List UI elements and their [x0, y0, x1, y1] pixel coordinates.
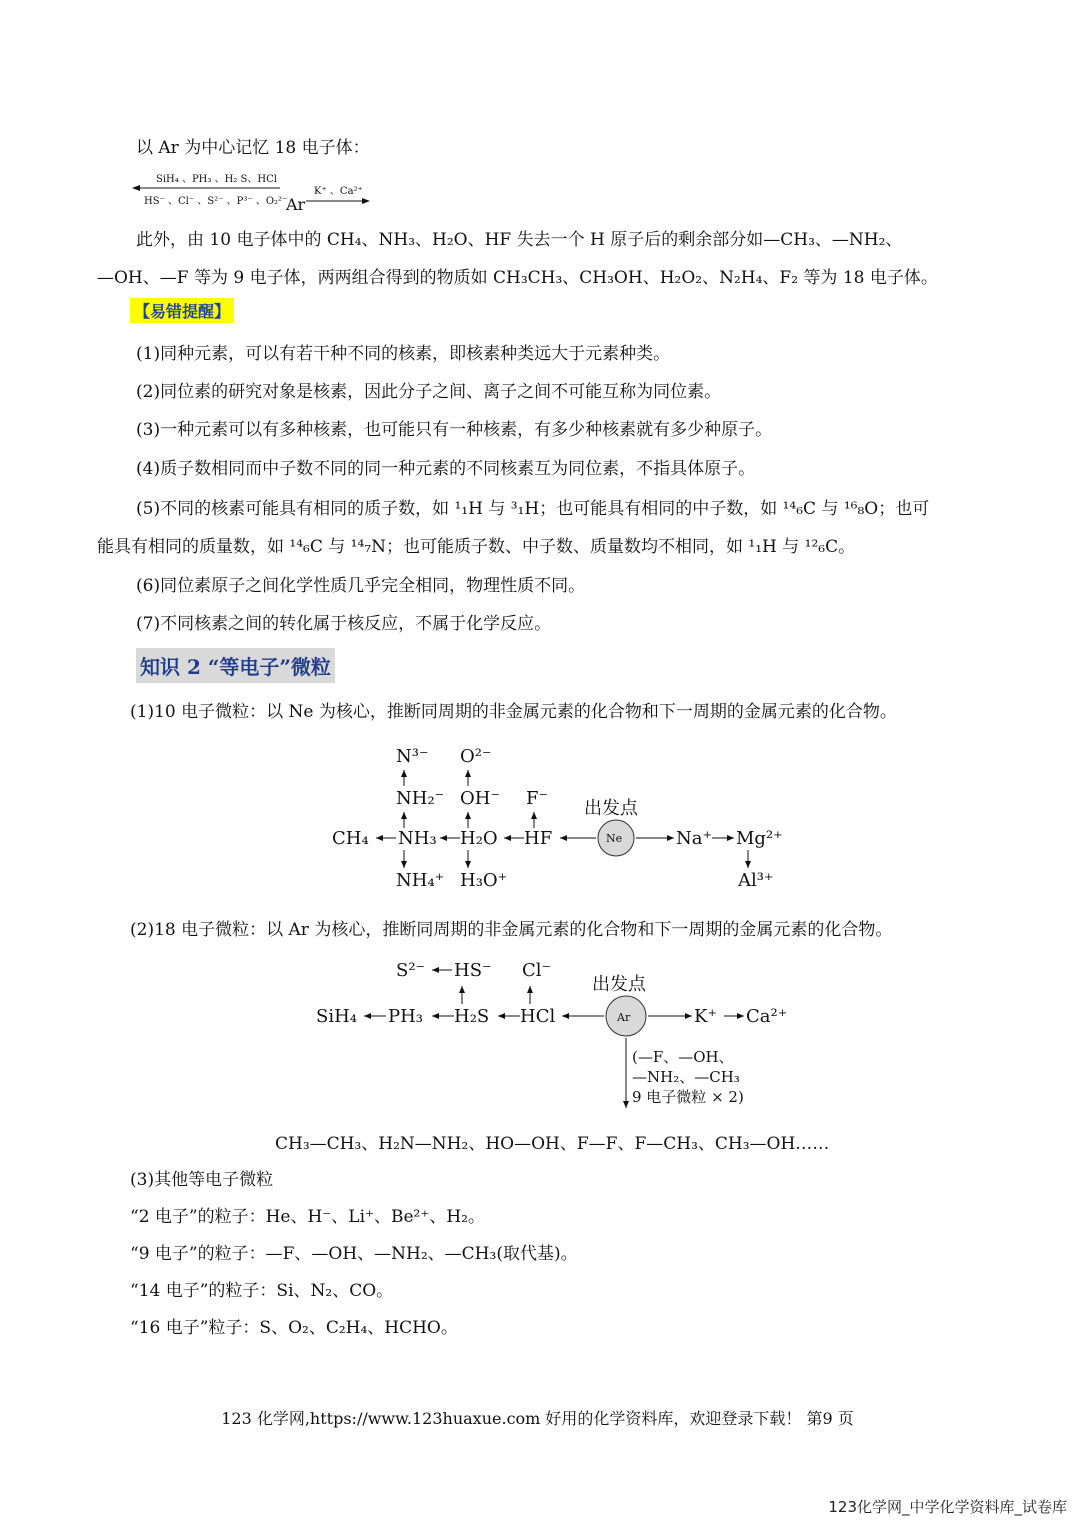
paragraph-9-electron-line2: —OH、—F 等为 9 电子体，两两组合得到的物质如 CH₃CH₃、CH₃OH、H₂O₂、N₂H₄、F₂ 等为 18 电子体。	[97, 268, 938, 288]
hcl: HCl	[520, 1006, 556, 1027]
tip-item-1: (1)同种元素，可以有若干种不同的核素，即核素种类远大于元素种类。	[136, 344, 671, 364]
start-label-18: 出发点	[592, 974, 646, 995]
item-other: (3)其他等电子微粒	[130, 1170, 274, 1190]
tip-item-4: (4)质子数相同而中子数不同的同一种元素的不同核素互为同位素，不指具体原子。	[136, 459, 756, 479]
nh4-plus: NH₄⁺	[396, 870, 445, 891]
mg2-plus: Mg²⁺	[736, 828, 783, 849]
s2-minus: S²⁻	[396, 960, 426, 981]
item-18-electron: (2)18 电子微粒：以 Ar 为核心，推断同周期的非金属元素的化合物和下一周期的金属元素的化合物。	[130, 920, 893, 940]
h2s: H₂S	[454, 1006, 490, 1027]
tip-item-3: (3)一种元素可以有多种核素，也可能只有一种核素，有多少种核素就有多少种原子。	[136, 420, 773, 440]
item-10-electron: (1)10 电子微粒：以 Ne 为核心，推断同周期的非金属元素的化合物和下一周期的金属元素的化合物。	[130, 702, 897, 722]
note-line1: (—F、—OH、	[632, 1048, 734, 1066]
e14-particles: “14 电子”的粒子：Si、N₂、CO。	[130, 1281, 394, 1301]
intro-18-electron: 以 Ar 为中心记忆 18 电子体：	[136, 138, 370, 158]
cl-minus: Cl⁻	[522, 960, 552, 981]
ar-diagram-top-left: SiH₄ 、PH₃ 、H₂ S、HCl	[156, 174, 277, 185]
watermark: 123化学网_中学化学资料库_试卷库	[828, 1498, 1067, 1516]
oh-minus: OH⁻	[460, 788, 500, 809]
nh3: NH₃	[398, 828, 437, 849]
ar-center: Ar	[617, 1011, 631, 1024]
e16-particles: “16 电子”粒子：S、O₂、C₂H₄、HCHO。	[130, 1318, 458, 1338]
ch4: CH₄	[332, 828, 369, 849]
o2-minus: O²⁻	[460, 746, 492, 767]
diagram-10-electron	[320, 738, 800, 898]
ne-center: Ne	[606, 832, 623, 845]
h3o-plus: H₃O⁺	[460, 870, 508, 891]
tip-item-2: (2)同位素的研究对象是核素，因此分子之间、离子之间不可能互称为同位素。	[136, 382, 722, 402]
sih4: SiH₄	[316, 1006, 358, 1027]
f-minus: F⁻	[526, 788, 548, 809]
h2o: H₂O	[460, 828, 498, 849]
na-plus: Na⁺	[676, 828, 712, 849]
e9-particles: “9 电子”的粒子：—F、—OH、—NH₂、—CH₃(取代基)。	[130, 1244, 578, 1264]
ca2-plus: Ca²⁺	[746, 1006, 788, 1027]
tip-item-5-line1: (5)不同的核素可能具有相同的质子数，如 ¹₁H 与 ³₁H；也可能具有相同的中子数，如 ¹⁴₆C 与 ¹⁶₈O；也可	[136, 499, 930, 519]
tip-item-7: (7)不同核素之间的转化属于核反应，不属于化学反应。	[136, 614, 552, 634]
ar-18-electron-diagram	[130, 168, 390, 216]
ar-diagram-right: K⁺ 、Ca²⁺	[314, 186, 363, 197]
compounds-18-electron: CH₃—CH₃、H₂N—NH₂、HO—OH、F—F、F—CH₃、CH₃—OH……	[275, 1134, 830, 1154]
nh2-minus: NH₂⁻	[396, 788, 445, 809]
tip-item-6: (6)同位素原子之间化学性质几乎完全相同，物理性质不同。	[136, 576, 586, 596]
section-heading: 知识 2 “等电子”微粒	[136, 648, 335, 683]
ar-diagram-center: Ar	[286, 195, 306, 214]
hf: HF	[524, 828, 553, 849]
ar-diagram-bottom-left: HS⁻ 、Cl⁻ 、S²⁻ 、P³⁻ 、O₂²⁻	[144, 196, 288, 207]
paragraph-9-electron-line1: 此外，由 10 电子体中的 CH₄、NH₃、H₂O、HF 失去一个 H 原子后的剩余部分如—CH₃、—NH₂、	[136, 230, 903, 250]
al3-plus: Al³⁺	[738, 870, 774, 891]
tip-label: 【易错提醒】	[130, 298, 234, 323]
diagram-18-electron	[312, 954, 802, 1114]
start-label-10: 出发点	[584, 798, 638, 819]
note-line3: 9 电子微粒 × 2)	[632, 1088, 744, 1106]
e2-particles: “2 电子”的粒子：He、H⁻、Li⁺、Be²⁺、H₂。	[130, 1207, 485, 1227]
n3-minus: N³⁻	[396, 746, 429, 767]
tip-item-5-line2: 能具有相同的质量数，如 ¹⁴₆C 与 ¹⁴₇N；也可能质子数、中子数、质量数均不相同，如 ¹₁H 与 ¹²₆C。	[97, 537, 856, 557]
note-line2: —NH₂、—CH₃	[632, 1068, 740, 1086]
hs-minus: HS⁻	[454, 960, 492, 981]
page-footer: 123 化学网,https://www.123huaxue.com 好用的化学资料库，欢迎登录下载！ 第9 页	[221, 1409, 854, 1428]
k-plus: K⁺	[694, 1006, 717, 1027]
ph3: PH₃	[388, 1006, 424, 1027]
